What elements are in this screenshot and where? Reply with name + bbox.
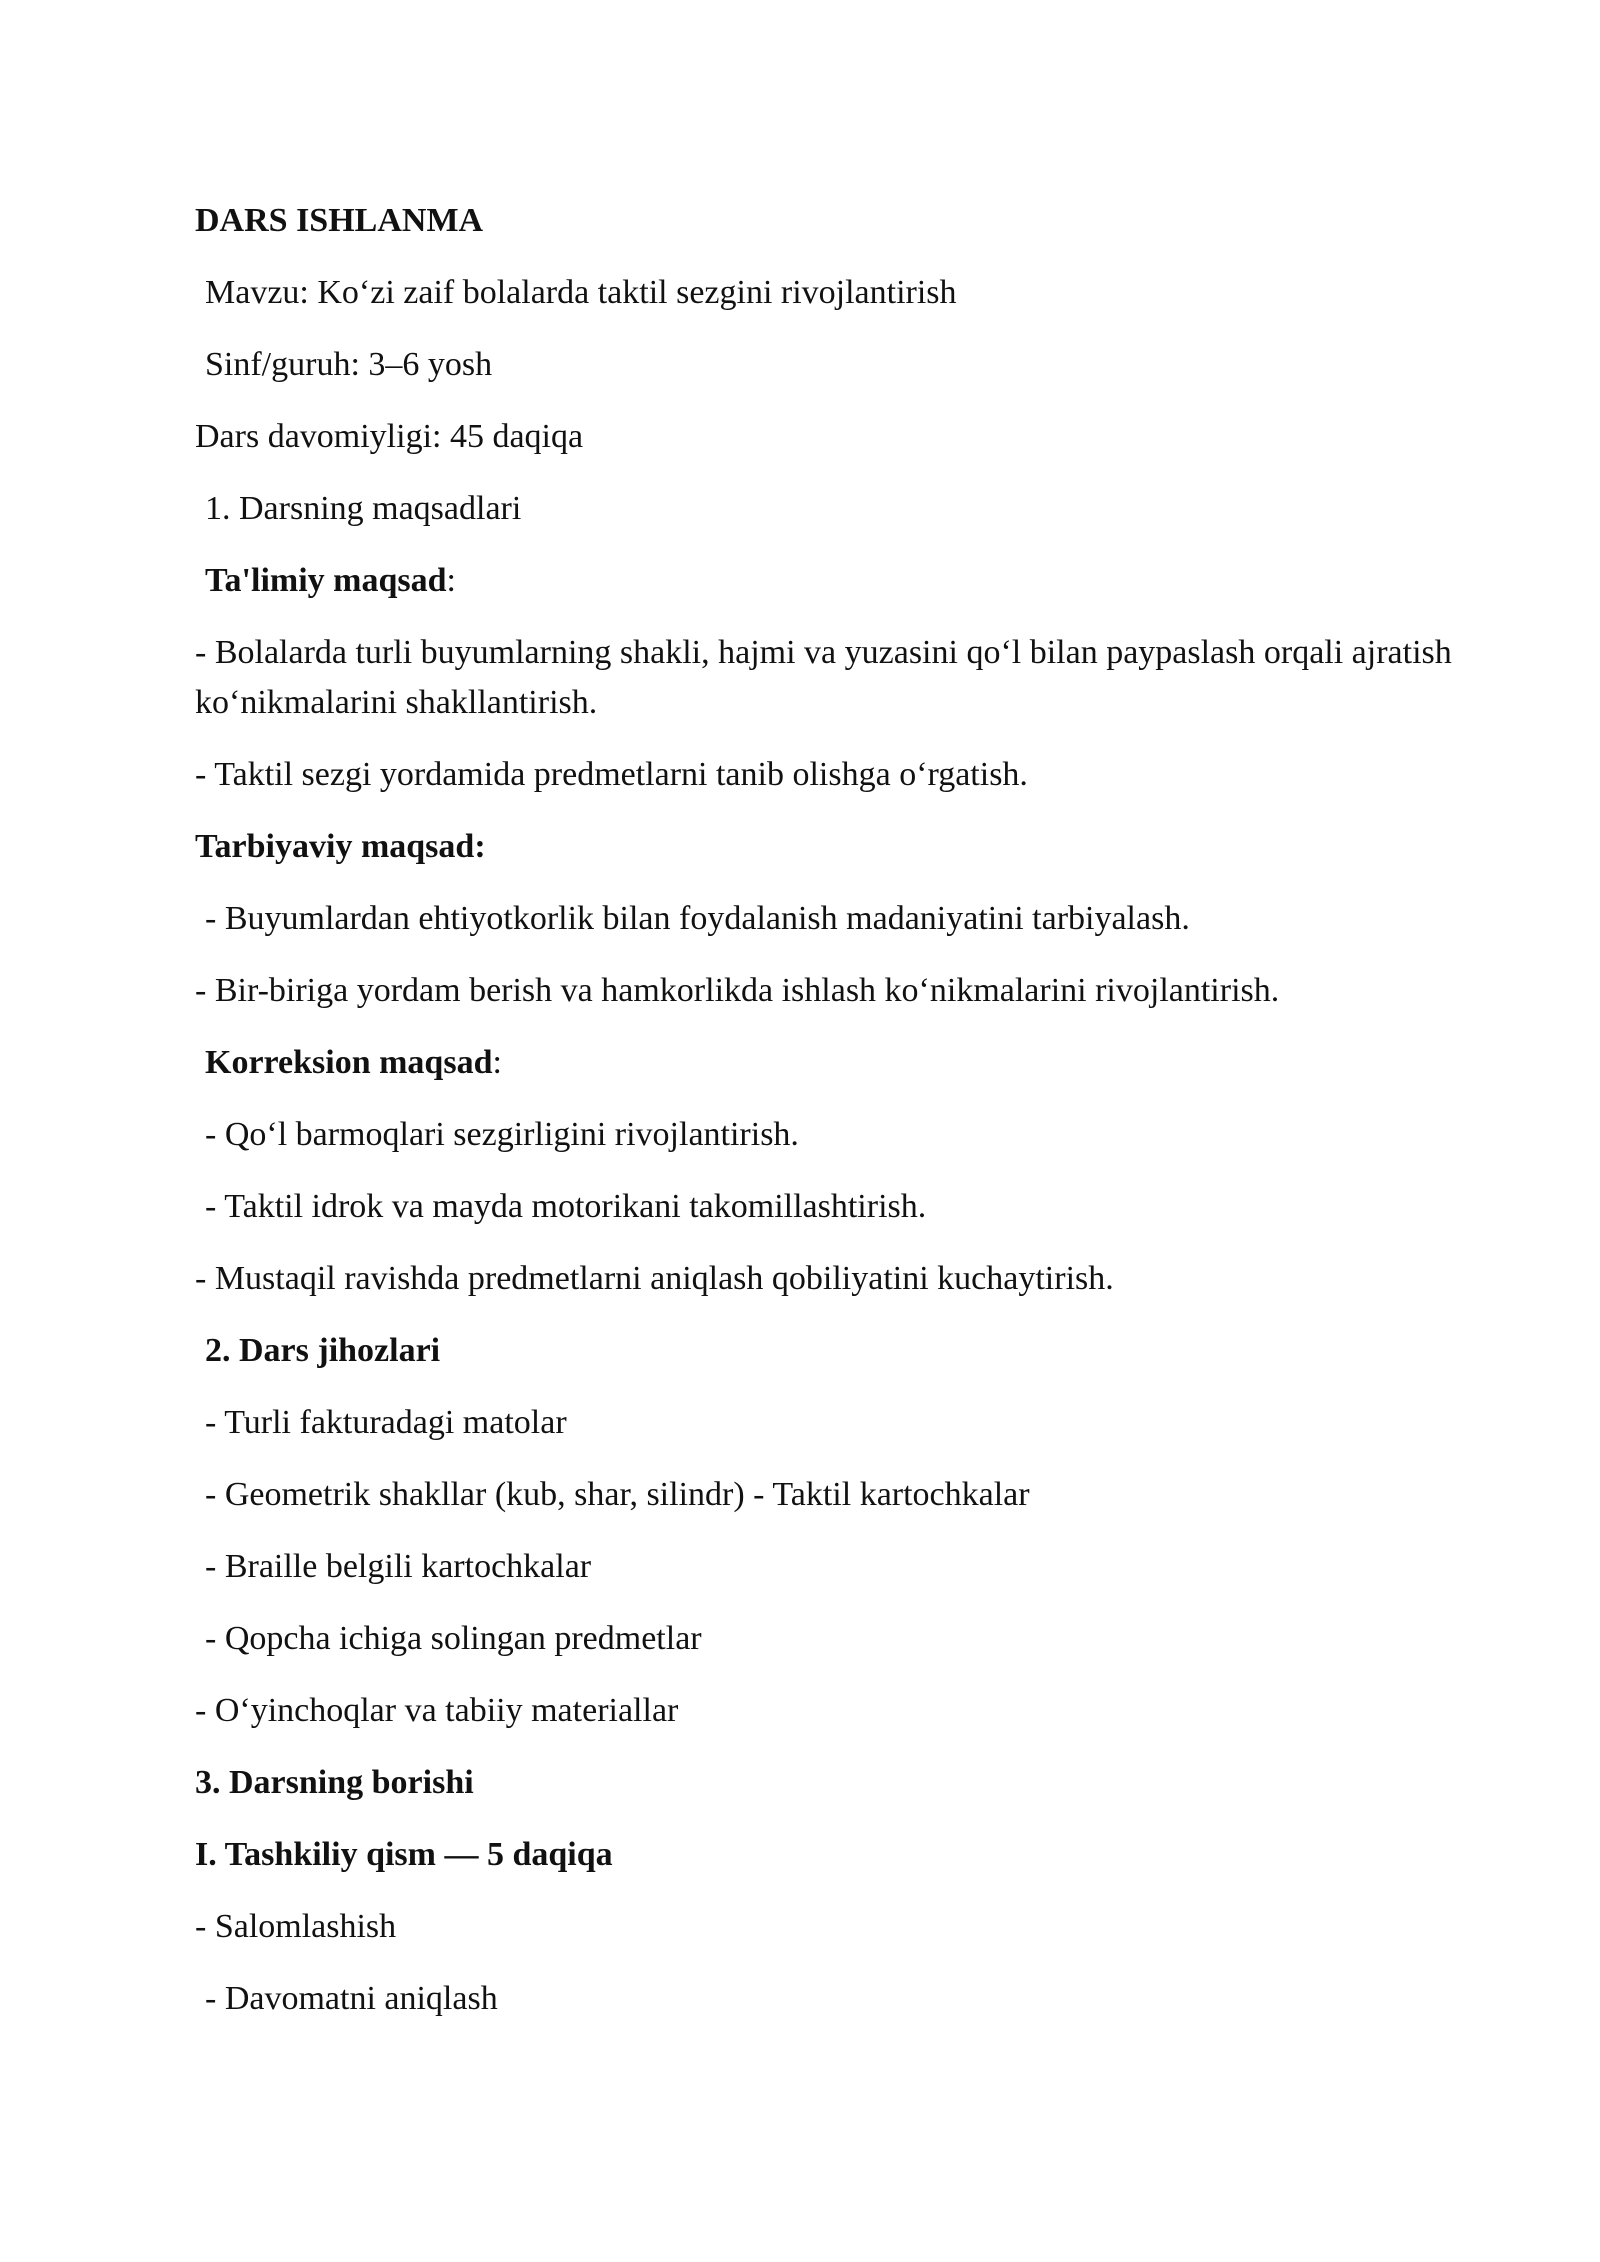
organizational-part-heading: I. Tashkiliy qism — 5 daqiqa	[195, 1836, 613, 1873]
lesson-topic: Mavzu: Ko‘zi zaif bolalarda taktil sezgini rivojlantirish	[205, 274, 957, 311]
lesson-duration: Dars davomiyligi: 45 daqiqa	[195, 418, 584, 455]
organizational-part-item: - Davomatni aniqlash	[205, 1980, 498, 2017]
educational-goal-heading: Ta'limiy maqsad:	[205, 562, 456, 599]
section-procedure-heading: 3. Darsning borishi	[195, 1764, 474, 1801]
organizational-part-item: - Salomlashish	[195, 1908, 397, 1945]
correction-goal-item: - Qo‘l barmoqlari sezgirligini rivojlantirish.	[205, 1116, 799, 1153]
educational-goal-item: - Taktil sezgi yordamida predmetlarni tanib olishga o‘rgatish.	[195, 756, 1028, 793]
equipment-item: - O‘yinchoqlar va tabiiy materiallar	[195, 1692, 679, 1729]
upbringing-goal-heading: Tarbiyaviy maqsad:	[195, 828, 486, 865]
document-body	[195, 196, 1455, 2046]
upbringing-goal-item: - Bir-biriga yordam berish va hamkorlikda ishlash ko‘nikmalarini rivojlantirish.	[195, 972, 1280, 1009]
equipment-item: - Braille belgili kartochkalar	[205, 1548, 592, 1585]
document-title: DARS ISHLANMA	[195, 202, 484, 239]
equipment-item: - Geometrik shakllar (kub, shar, silindr) - Taktil kartochkalar	[205, 1476, 1030, 1513]
correction-goal-item: - Taktil idrok va mayda motorikani takomillashtirish.	[205, 1188, 927, 1225]
lesson-group: Sinf/guruh: 3–6 yosh	[205, 346, 493, 383]
section-equipment-heading: 2. Dars jihozlari	[205, 1332, 441, 1369]
equipment-item: - Turli fakturadagi matolar	[205, 1404, 567, 1441]
section-goals-heading: 1. Darsning maqsadlari	[205, 490, 522, 527]
educational-goal-item: - Bolalarda turli buyumlarning shakli, hajmi va yuzasini qo‘l bilan paypaslash orqali ajratish ko‘nikmalarini shakllantirish.	[195, 634, 1452, 721]
equipment-item: - Qopcha ichiga solingan predmetlar	[205, 1620, 702, 1657]
upbringing-goal-item: - Buyumlardan ehtiyotkorlik bilan foydalanish madaniyatini tarbiyalash.	[205, 900, 1190, 937]
correction-goal-item: - Mustaqil ravishda predmetlarni aniqlash qobiliyatini kuchaytirish.	[195, 1260, 1114, 1297]
correction-goal-heading: Korreksion maqsad:	[205, 1044, 502, 1081]
